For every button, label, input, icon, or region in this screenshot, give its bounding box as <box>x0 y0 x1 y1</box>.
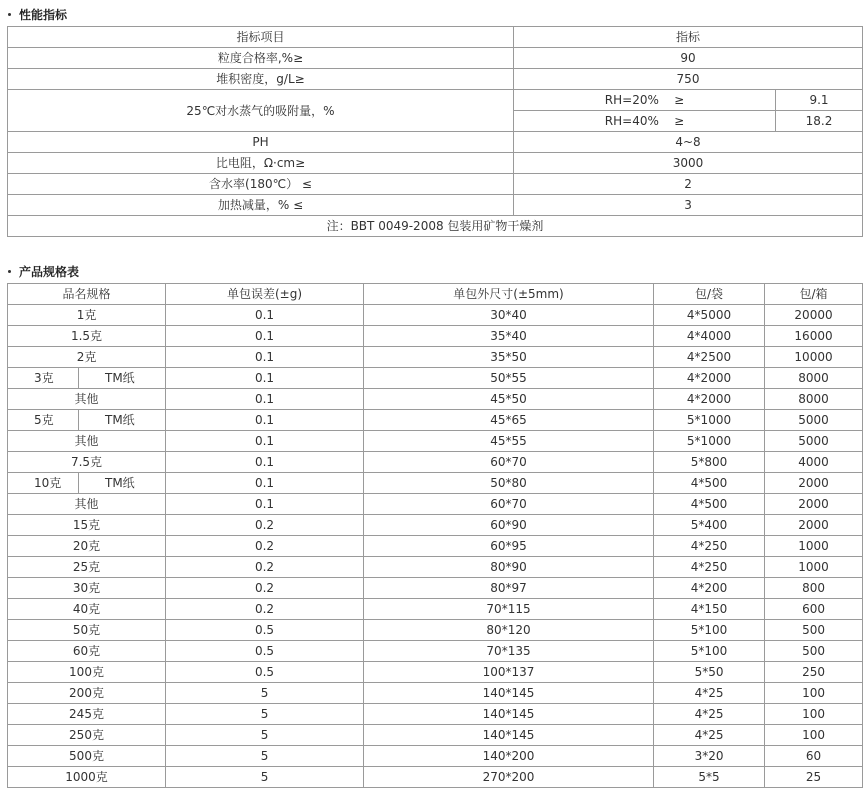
error-cell: 0.1 <box>166 494 364 515</box>
product-name-cell: 40克 <box>8 599 166 620</box>
box-cell: 2000 <box>765 494 863 515</box>
table-row <box>8 389 863 410</box>
table-row <box>8 90 863 111</box>
bag-cell: 4*250 <box>654 536 765 557</box>
size-cell: 50*80 <box>364 473 654 494</box>
bag-cell: 4*150 <box>654 599 765 620</box>
box-cell: 4000 <box>765 452 863 473</box>
size-cell: 30*40 <box>364 305 654 326</box>
condition-text: RH=40% <box>604 114 659 128</box>
bag-cell: 4*2000 <box>654 389 765 410</box>
box-cell: 8000 <box>765 389 863 410</box>
bag-cell: 4*25 <box>654 725 765 746</box>
product-name-cell: 其他 <box>8 494 166 515</box>
product-name-cell: 5克 <box>8 410 79 431</box>
table-row <box>8 494 863 515</box>
table-cell: 堆积密度，g/L≥ <box>8 69 514 90</box>
performance-section-title <box>8 6 67 23</box>
bullet-dot <box>8 13 11 16</box>
product-name-cell: 30克 <box>8 578 166 599</box>
bag-cell: 4*25 <box>654 683 765 704</box>
error-cell: 0.2 <box>166 515 364 536</box>
product-subtype-cell: TM纸 <box>79 473 166 494</box>
bag-cell: 4*25 <box>654 704 765 725</box>
table-row <box>8 305 863 326</box>
table-row <box>8 473 863 494</box>
product-name-cell: 1000克 <box>8 767 166 788</box>
product-name-cell: 250克 <box>8 725 166 746</box>
bag-cell: 5*100 <box>654 620 765 641</box>
table-cell: 18.2 <box>776 111 863 132</box>
operator-text: ≥ <box>674 93 685 107</box>
box-cell: 100 <box>765 725 863 746</box>
product-name-cell: 其他 <box>8 389 166 410</box>
product-name-cell: 100克 <box>8 662 166 683</box>
size-cell: 80*90 <box>364 557 654 578</box>
error-cell: 0.1 <box>166 431 364 452</box>
header-cell: 指标项目 <box>8 27 514 48</box>
table-cell: 含水率(180℃） ≤ <box>8 174 514 195</box>
size-cell: 270*200 <box>364 767 654 788</box>
bag-cell: 4*2500 <box>654 347 765 368</box>
error-cell: 5 <box>166 683 364 704</box>
table-cell: 4~8 <box>514 132 863 153</box>
box-cell: 1000 <box>765 557 863 578</box>
product-name-cell: 其他 <box>8 431 166 452</box>
header-cell: 单包误差(±g) <box>166 284 364 305</box>
spec-table <box>7 283 863 788</box>
error-cell: 5 <box>166 725 364 746</box>
size-cell: 35*50 <box>364 347 654 368</box>
product-name-cell: 7.5克 <box>8 452 166 473</box>
error-cell: 0.2 <box>166 557 364 578</box>
bullet-dot <box>8 270 11 273</box>
box-cell: 5000 <box>765 410 863 431</box>
table-cell: PH <box>8 132 514 153</box>
size-cell: 60*90 <box>364 515 654 536</box>
error-cell: 0.5 <box>166 620 364 641</box>
note-row <box>8 216 863 237</box>
size-cell: 60*70 <box>364 494 654 515</box>
error-cell: 0.1 <box>166 389 364 410</box>
box-cell: 5000 <box>765 431 863 452</box>
table-row <box>8 410 863 431</box>
table-row <box>8 69 863 90</box>
product-name-cell: 15克 <box>8 515 166 536</box>
table-row <box>8 746 863 767</box>
product-name-cell: 1.5克 <box>8 326 166 347</box>
table-row <box>8 767 863 788</box>
error-cell: 5 <box>166 746 364 767</box>
error-cell: 0.2 <box>166 599 364 620</box>
bag-cell: 5*800 <box>654 452 765 473</box>
size-cell: 70*115 <box>364 599 654 620</box>
box-cell: 25 <box>765 767 863 788</box>
header-cell: 包/袋 <box>654 284 765 305</box>
size-cell: 60*95 <box>364 536 654 557</box>
bag-cell: 5*100 <box>654 641 765 662</box>
size-cell: 45*55 <box>364 431 654 452</box>
condition-text: RH=20% <box>604 93 659 107</box>
table-row <box>8 347 863 368</box>
box-cell: 100 <box>765 683 863 704</box>
box-cell: 60 <box>765 746 863 767</box>
bag-cell: 4*4000 <box>654 326 765 347</box>
table-note: 注：BBT 0049-2008 包装用矿物干燥剂 <box>8 216 863 237</box>
error-cell: 0.5 <box>166 641 364 662</box>
spec-section-title <box>8 263 79 280</box>
bag-cell: 4*5000 <box>654 305 765 326</box>
table-cell <box>514 111 776 132</box>
table-row <box>8 599 863 620</box>
size-cell: 140*145 <box>364 704 654 725</box>
box-cell: 800 <box>765 578 863 599</box>
bag-cell: 5*50 <box>654 662 765 683</box>
size-cell: 60*70 <box>364 452 654 473</box>
operator-text: ≥ <box>674 114 685 128</box>
size-cell: 140*145 <box>364 683 654 704</box>
product-name-cell: 200克 <box>8 683 166 704</box>
size-cell: 45*50 <box>364 389 654 410</box>
product-name-cell: 25克 <box>8 557 166 578</box>
size-cell: 35*40 <box>364 326 654 347</box>
error-cell: 0.2 <box>166 578 364 599</box>
table-row <box>8 662 863 683</box>
table-row <box>8 195 863 216</box>
table-row <box>8 515 863 536</box>
table-row <box>8 683 863 704</box>
error-cell: 0.1 <box>166 305 364 326</box>
performance-title-text: 性能指标 <box>19 8 68 22</box>
bag-cell: 5*400 <box>654 515 765 536</box>
product-name-cell: 20克 <box>8 536 166 557</box>
spec-title-text: 产品规格表 <box>19 265 80 279</box>
table-row <box>8 557 863 578</box>
header-cell: 品名规格 <box>8 284 166 305</box>
bag-cell: 5*1000 <box>654 410 765 431</box>
table-row <box>8 153 863 174</box>
product-subtype-cell: TM纸 <box>79 368 166 389</box>
error-cell: 0.2 <box>166 536 364 557</box>
table-cell: 比电阻，Ω·cm≥ <box>8 153 514 174</box>
bag-cell: 3*20 <box>654 746 765 767</box>
table-cell: 750 <box>514 69 863 90</box>
table-row <box>8 452 863 473</box>
table-row <box>8 641 863 662</box>
box-cell: 100 <box>765 704 863 725</box>
size-cell: 45*65 <box>364 410 654 431</box>
table-row <box>8 578 863 599</box>
product-name-cell: 10克 <box>8 473 79 494</box>
product-subtype-cell: TM纸 <box>79 410 166 431</box>
table-row <box>8 326 863 347</box>
header-cell: 包/箱 <box>765 284 863 305</box>
product-name-cell: 3克 <box>8 368 79 389</box>
error-cell: 0.1 <box>166 326 364 347</box>
size-cell: 80*120 <box>364 620 654 641</box>
table-row <box>8 132 863 153</box>
error-cell: 0.5 <box>166 662 364 683</box>
table-row <box>8 174 863 195</box>
bag-cell: 5*1000 <box>654 431 765 452</box>
table-row <box>8 536 863 557</box>
size-cell: 140*145 <box>364 725 654 746</box>
product-name-cell: 1克 <box>8 305 166 326</box>
box-cell: 500 <box>765 641 863 662</box>
error-cell: 5 <box>166 704 364 725</box>
box-cell: 20000 <box>765 305 863 326</box>
bag-cell: 4*500 <box>654 494 765 515</box>
size-cell: 100*137 <box>364 662 654 683</box>
box-cell: 1000 <box>765 536 863 557</box>
performance-table <box>7 26 863 237</box>
error-cell: 0.1 <box>166 410 364 431</box>
table-row <box>8 431 863 452</box>
bag-cell: 4*200 <box>654 578 765 599</box>
box-cell: 16000 <box>765 326 863 347</box>
table-cell: 90 <box>514 48 863 69</box>
header-cell: 单包外尺寸(±5mm) <box>364 284 654 305</box>
bag-cell: 4*250 <box>654 557 765 578</box>
size-cell: 80*97 <box>364 578 654 599</box>
header-cell: 指标 <box>514 27 863 48</box>
table-cell: 9.1 <box>776 90 863 111</box>
size-cell: 140*200 <box>364 746 654 767</box>
product-name-cell: 245克 <box>8 704 166 725</box>
box-cell: 8000 <box>765 368 863 389</box>
error-cell: 0.1 <box>166 368 364 389</box>
box-cell: 2000 <box>765 515 863 536</box>
box-cell: 500 <box>765 620 863 641</box>
table-row <box>8 725 863 746</box>
product-name-cell: 60克 <box>8 641 166 662</box>
error-cell: 5 <box>166 767 364 788</box>
table-row <box>8 704 863 725</box>
product-name-cell: 50克 <box>8 620 166 641</box>
error-cell: 0.1 <box>166 452 364 473</box>
error-cell: 0.1 <box>166 473 364 494</box>
box-cell: 250 <box>765 662 863 683</box>
table-cell: 3 <box>514 195 863 216</box>
table-cell: 25℃对水蒸气的吸附量，% <box>8 90 514 132</box>
bag-cell: 4*2000 <box>654 368 765 389</box>
table-cell: 加热减量，% ≤ <box>8 195 514 216</box>
box-cell: 10000 <box>765 347 863 368</box>
bag-cell: 5*5 <box>654 767 765 788</box>
size-cell: 50*55 <box>364 368 654 389</box>
product-name-cell: 2克 <box>8 347 166 368</box>
bag-cell: 4*500 <box>654 473 765 494</box>
table-cell <box>514 90 776 111</box>
size-cell: 70*135 <box>364 641 654 662</box>
box-cell: 600 <box>765 599 863 620</box>
table-header-row <box>8 284 863 305</box>
table-row <box>8 620 863 641</box>
table-cell: 2 <box>514 174 863 195</box>
table-cell: 粒度合格率,%≥ <box>8 48 514 69</box>
product-name-cell: 500克 <box>8 746 166 767</box>
table-cell: 3000 <box>514 153 863 174</box>
table-row <box>8 48 863 69</box>
table-header-row <box>8 27 863 48</box>
table-row <box>8 368 863 389</box>
box-cell: 2000 <box>765 473 863 494</box>
error-cell: 0.1 <box>166 347 364 368</box>
